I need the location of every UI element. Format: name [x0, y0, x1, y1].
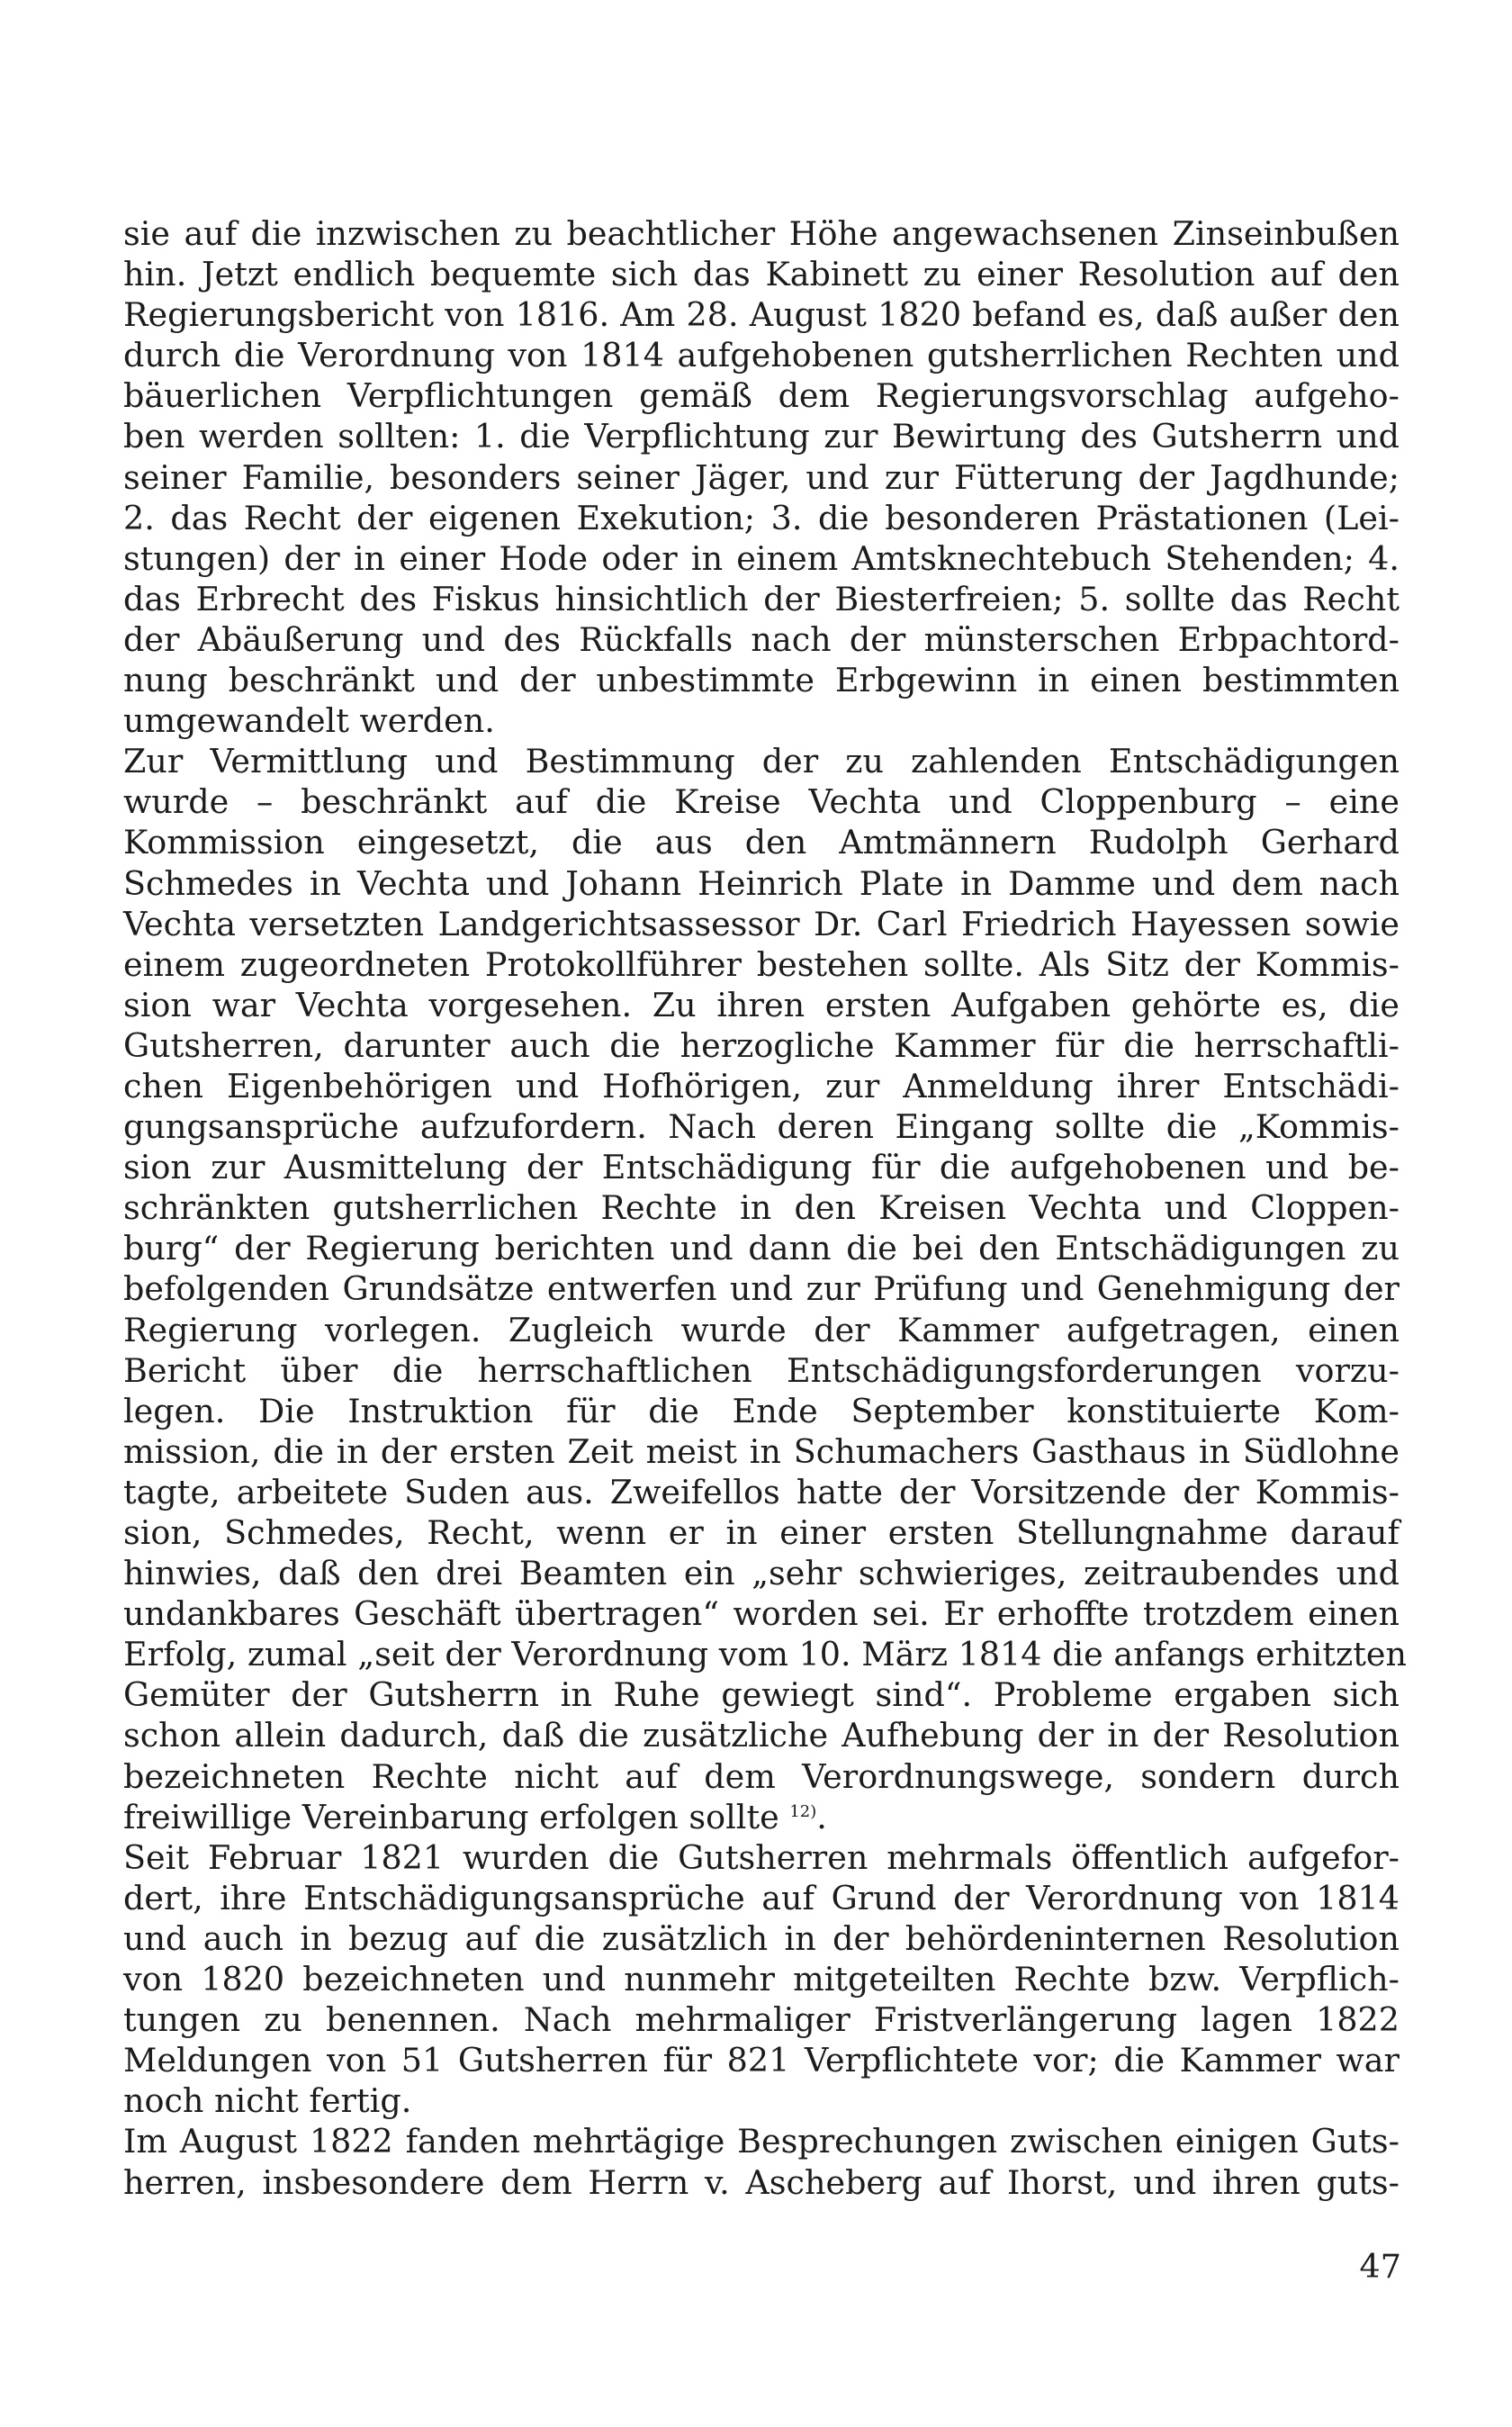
- text-line: Erfolg, zumal „seit der Verordnung vom 10. März 1814 die anfangs erhitzten: [123, 1635, 1407, 1674]
- text-line: burg“ der Regierung berichten und dann die bei den Entschädigungen zu: [123, 1229, 1400, 1268]
- text-line: freiwillige Vereinbarung erfolgen sollte: [123, 1797, 779, 1836]
- text-line: tungen zu benennen. Nach mehrmaliger Fristverlängerung lagen 1822: [123, 2000, 1400, 2040]
- text-line: Vechta versetzten Landgerichtsassessor Dr. Carl Friedrich Hayessen sowie: [123, 904, 1400, 943]
- text-line: Regierungsbericht von 1816. Am 28. August 1820 befand es, daß außer den: [123, 295, 1400, 335]
- text-line: gungsansprüche aufzufordern. Nach deren Eingang sollte die „Kommis-: [123, 1107, 1400, 1147]
- text-line: bezeichneten Rechte nicht auf dem Verordnungswege, sondern durch: [123, 1756, 1400, 1796]
- text-line: undankbares Geschäft übertragen“ worden sei. Er erhoffte trotzdem einen: [123, 1594, 1400, 1634]
- text-line: tagte, arbeitete Suden aus. Zweifellos hatte der Vorsitzende der Kommis-: [123, 1472, 1400, 1511]
- text-line: umgewandelt werden.: [123, 701, 495, 741]
- text-line: sion war Vechta vorgesehen. Zu ihren ersten Aufgaben gehörte es, die: [123, 985, 1400, 1024]
- text-line: einem zugeordneten Protokollführer bestehen sollte. Als Sitz der Kommis-: [123, 944, 1400, 984]
- text-line: nung beschränkt und der unbestimmte Erbgewinn in einen bestimmten: [123, 661, 1400, 700]
- text-line: Kommission eingesetzt, die aus den Amtmännern Rudolph Gerhard: [123, 823, 1400, 862]
- text-line: befolgenden Grundsätze entwerfen und zur Prüfung und Genehmigung der: [123, 1269, 1400, 1309]
- text-line: Seit Februar 1821 wurden die Gutsherren mehrmals öffentlich aufgefor-: [123, 1837, 1400, 1877]
- text-line: und auch in bezug auf die zusätzlich in der behördeninternen Resolution: [123, 1918, 1400, 1958]
- page-number: 47: [1359, 2247, 1401, 2286]
- text-line: ben werden sollten: 1. die Verpflichtung zur Bewirtung des Gutsherrn und: [123, 417, 1400, 456]
- text-line: 2. das Recht der eigenen Exekution; 3. die besonderen Prästationen (Lei-: [123, 498, 1400, 537]
- text-line: Zur Vermittlung und Bestimmung der zu zahlenden Entschädigungen: [123, 742, 1400, 781]
- footnote-reference: 12): [789, 1801, 817, 1821]
- text-line: wurde – beschränkt auf die Kreise Vechta und Cloppenburg – eine: [123, 782, 1400, 822]
- text-line: hinwies, daß den drei Beamten ein „sehr schwieriges, zeitraubendes und: [123, 1554, 1400, 1593]
- text-line: sion, Schmedes, Recht, wenn er in einer ersten Stellungnahme darauf: [123, 1513, 1400, 1552]
- text-line: Schmedes in Vechta und Johann Heinrich Plate in Damme und dem nach: [123, 863, 1400, 903]
- text-line: sion zur Ausmittelung der Entschädigung für die aufgehobenen und be-: [123, 1148, 1400, 1187]
- sentence-end: .: [816, 1797, 827, 1836]
- text-line: chen Eigenbehörigen und Hofhörigen, zur Anmeldung ihrer Entschädi-: [123, 1066, 1400, 1105]
- text-line: das Erbrecht des Fiskus hinsichtlich der Biesterfreien; 5. sollte das Recht: [123, 579, 1400, 618]
- text-line: herren, insbesondere dem Herrn v. Ascheberg auf Ihorst, und ihren guts-: [123, 2162, 1400, 2202]
- text-line: mission, die in der ersten Zeit meist in Schumachers Gasthaus in Südlohne: [123, 1431, 1400, 1471]
- paragraph-3: [123, 1837, 1400, 2122]
- text-line: Regierung vorlegen. Zugleich wurde der Kammer aufgetragen, einen: [123, 1310, 1400, 1349]
- paragraph-1: [123, 213, 1400, 741]
- text-line: dert, ihre Entschädigungsansprüche auf Grund der Verordnung von 1814: [123, 1878, 1400, 1917]
- text-line: Im August 1822 fanden mehrtägige Besprechungen zwischen einigen Guts-: [123, 2122, 1400, 2161]
- text-line: Meldungen von 51 Gutsherren für 821 Verpflichtete vor; die Kammer war: [123, 2041, 1400, 2080]
- text-line: stungen) der in einer Hode oder in einem Amtsknechtebuch Stehenden; 4.: [123, 538, 1400, 578]
- text-line: noch nicht fertig.: [123, 2081, 412, 2121]
- text-line-with-footnote: [123, 1797, 1400, 1837]
- paragraph-4: [123, 2121, 1400, 2202]
- text-line: schon allein dadurch, daß die zusätzliche Aufhebung der in der Resolution: [123, 1716, 1400, 1755]
- text-line: seiner Familie, besonders seiner Jäger, und zur Fütterung der Jagdhunde;: [123, 457, 1400, 497]
- text-line: bäuerlichen Verpflichtungen gemäß dem Regierungsvorschlag aufgeho-: [123, 376, 1400, 416]
- text-line: von 1820 bezeichneten und nunmehr mitgeteilten Rechte bzw. Verpflich-: [123, 1960, 1400, 1999]
- text-line: Gemüter der Gutsherrn in Ruhe gewiegt sind“. Probleme ergaben sich: [123, 1675, 1400, 1715]
- text-line: sie auf die inzwischen zu beachtlicher Höhe angewachsenen Zinseinbußen: [123, 214, 1400, 253]
- text-line: durch die Verordnung von 1814 aufgehobenen gutsherrlichen Rechten und: [123, 336, 1400, 375]
- text-line: hin. Jetzt endlich bequemte sich das Kabinett zu einer Resolution auf den: [123, 255, 1400, 294]
- paragraph-2: [123, 741, 1407, 1837]
- text-line: Gutsherren, darunter auch die herzogliche Kammer für die herrschaftli-: [123, 1025, 1400, 1065]
- text-line: legen. Die Instruktion für die Ende September konstituierte Kom-: [123, 1391, 1400, 1430]
- body-text: [123, 213, 1407, 2203]
- text-line: schränkten gutsherrlichen Rechte in den Kreisen Vechta und Cloppen-: [123, 1188, 1400, 1228]
- text-line: der Abäußerung und des Rückfalls nach der münsterschen Erbpachtord-: [123, 619, 1400, 659]
- text-line: Bericht über die herrschaftlichen Entschädigungsforderungen vorzu-: [123, 1350, 1400, 1390]
